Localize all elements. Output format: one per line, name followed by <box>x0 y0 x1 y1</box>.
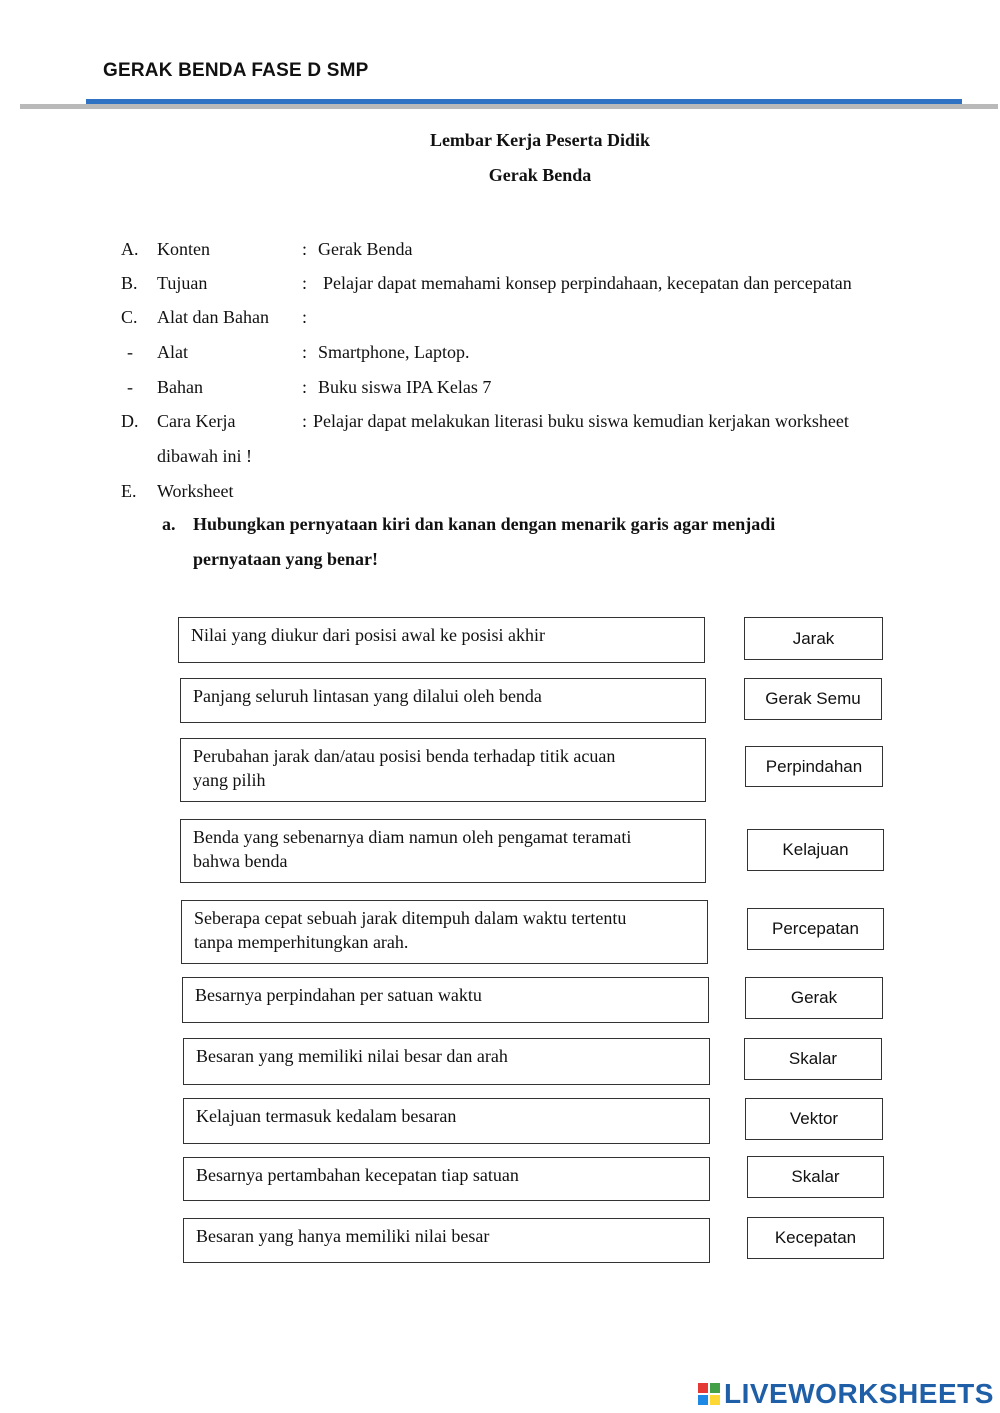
statement-line1: Besarnya perpindahan per satuan waktu <box>195 985 482 1005</box>
statement-box[interactable] <box>178 617 705 663</box>
statement-box[interactable] <box>183 1038 710 1085</box>
header-title: GERAK BENDA FASE D SMP <box>103 60 369 81</box>
statement-line1: Besarnya pertambahan kecepatan tiap satuan <box>196 1165 519 1185</box>
instruction-line2: pernyataan yang benar! <box>193 549 379 569</box>
header-rule-gray <box>20 104 998 109</box>
info-label: Tujuan <box>157 273 208 293</box>
statement-box[interactable] <box>181 900 708 964</box>
info-label: dibawah ini ! <box>157 446 252 466</box>
statement-line1: Panjang seluruh lintasan yang dilalui oleh benda <box>193 686 542 706</box>
info-value: Buku siswa IPA Kelas 7 <box>318 377 492 397</box>
statement-box[interactable] <box>180 819 706 883</box>
info-colon: : <box>302 411 308 431</box>
info-label: Worksheet <box>157 481 234 501</box>
statement-line1: Besaran yang hanya memiliki nilai besar <box>196 1226 490 1246</box>
answer-box[interactable]: Jarak <box>744 617 883 660</box>
statement-box[interactable] <box>180 678 706 723</box>
answer-box[interactable]: Skalar <box>747 1156 884 1198</box>
statement-line2: tanpa memperhitungkan arah. <box>194 932 409 952</box>
answer-box[interactable]: Kelajuan <box>747 829 884 871</box>
info-marker: E. <box>121 481 137 501</box>
info-marker: B. <box>121 273 138 293</box>
liveworksheets-brand[interactable] <box>698 1378 994 1410</box>
brand-text: LIVEWORKSHEETS <box>724 1378 994 1409</box>
statement-line1: Seberapa cepat sebuah jarak ditempuh dalam waktu tertentu <box>194 908 627 928</box>
info-label: Cara Kerja <box>157 411 236 431</box>
info-marker: C. <box>121 307 138 327</box>
info-label: Alat dan Bahan <box>157 307 269 327</box>
info-colon: : <box>302 239 308 259</box>
info-colon: : <box>302 307 308 327</box>
statement-line1: Nilai yang diukur dari posisi awal ke posisi akhir <box>191 625 545 645</box>
statement-line2: yang pilih <box>193 770 266 790</box>
statement-line1: Kelajuan termasuk kedalam besaran <box>196 1106 457 1126</box>
info-value: Smartphone, Laptop. <box>318 342 470 362</box>
statement-box[interactable] <box>183 1157 710 1201</box>
info-label: Konten <box>157 239 210 259</box>
statement-box[interactable] <box>182 977 709 1023</box>
info-colon: : <box>302 377 308 397</box>
logo-square <box>710 1395 720 1405</box>
document-title: Lembar Kerja Peserta Didik <box>429 130 651 150</box>
answer-box[interactable]: Gerak Semu <box>744 678 882 720</box>
statement-box[interactable] <box>183 1098 710 1144</box>
instruction-marker: a. <box>162 514 176 534</box>
answer-box[interactable]: Perpindahan <box>745 746 883 787</box>
document-subtitle: Gerak Benda <box>488 165 592 185</box>
info-label: Bahan <box>157 377 203 397</box>
statement-line1: Besaran yang memiliki nilai besar dan arah <box>196 1046 508 1066</box>
info-value: Gerak Benda <box>318 239 413 259</box>
logo-square <box>698 1395 708 1405</box>
info-value: Pelajar dapat melakukan literasi buku siswa kemudian kerjakan worksheet <box>313 411 849 431</box>
info-value: Pelajar dapat memahami konsep perpindahaan, kecepatan dan percepatan <box>323 273 852 293</box>
statement-line2: bahwa benda <box>193 851 288 871</box>
info-colon: : <box>302 273 308 293</box>
logo-square <box>698 1383 708 1393</box>
info-marker: - <box>127 377 133 397</box>
answer-box[interactable]: Skalar <box>744 1038 882 1080</box>
info-marker: D. <box>121 411 139 431</box>
statement-line1: Benda yang sebenarnya diam namun oleh pengamat teramati <box>193 827 632 847</box>
info-marker: - <box>127 342 133 362</box>
statement-box[interactable] <box>183 1218 710 1263</box>
liveworksheets-logo-icon <box>698 1383 720 1405</box>
info-colon: : <box>302 342 308 362</box>
info-marker: A. <box>121 239 139 259</box>
header-rule-blue <box>86 99 962 104</box>
answer-box[interactable]: Kecepatan <box>747 1217 884 1259</box>
instruction-line1: Hubungkan pernyataan kiri dan kanan dengan menarik garis agar menjadi <box>193 514 776 534</box>
statement-box[interactable] <box>180 738 706 802</box>
answer-box[interactable]: Percepatan <box>747 908 884 950</box>
logo-square <box>710 1383 720 1393</box>
answer-box[interactable]: Gerak <box>745 977 883 1019</box>
info-label: Alat <box>157 342 188 362</box>
statement-line1: Perubahan jarak dan/atau posisi benda terhadap titik acuan <box>193 746 616 766</box>
answer-box[interactable]: Vektor <box>745 1098 883 1140</box>
